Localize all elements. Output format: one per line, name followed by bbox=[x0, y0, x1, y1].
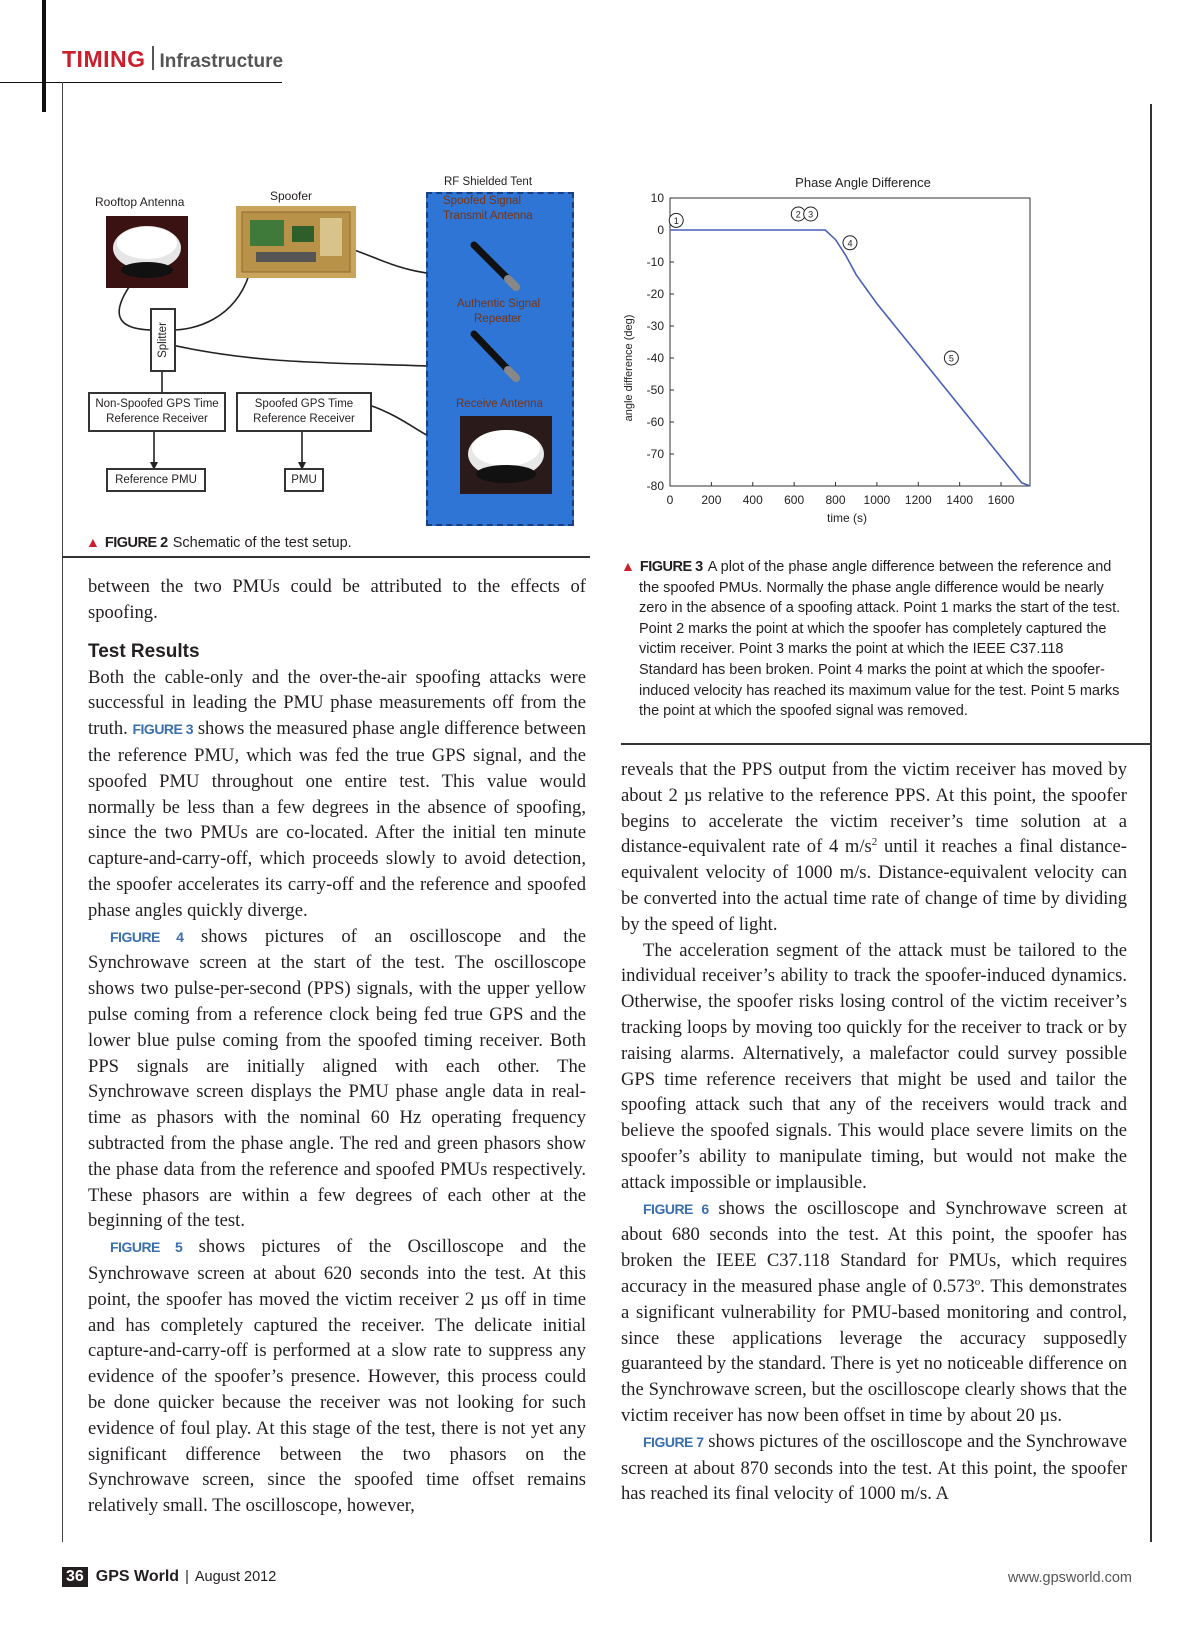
annotation-label: 4 bbox=[847, 238, 853, 249]
annotation-label: 2 bbox=[795, 209, 801, 220]
non-spoofed-receiver-label-1: Non-Spoofed GPS Time bbox=[95, 398, 219, 410]
rooftop-antenna-label: Rooftop Antenna bbox=[95, 195, 185, 209]
section-header bbox=[62, 46, 283, 73]
section-title: TIMING bbox=[62, 46, 146, 72]
paragraph bbox=[621, 1196, 1127, 1429]
receive-antenna-icon bbox=[460, 416, 552, 494]
y-tick-label: -60 bbox=[646, 415, 664, 429]
x-tick-label: 1600 bbox=[987, 493, 1015, 507]
paragraph-text: reveals that the PPS output from the victim receiver has moved by about 2 µs relative to the reference PPS. At this point, the spoofer begins to accelerate the victim receiver’s time solution at a distance-equivalent rate of 4 m/s bbox=[621, 759, 1127, 858]
figure-3-rule bbox=[621, 743, 1152, 745]
y-tick-label: 0 bbox=[657, 223, 664, 237]
x-tick-label: 1400 bbox=[946, 493, 974, 507]
paragraph: The acceleration segment of the attack must be tailored to the individual receiver’s ability to track the spoofer-induced dynamics. Otherwise, the spoofer risks losing control of the victim receiver’s tracking loops by moving too quickly for the receiver to track or by raising alarms. Alternatively, a malefactor could survey possible GPS time reference receivers that might be used and tailor the spoofing attack such that any of the receivers would track and believe the spoofed signals. This would place severe limits on the spoofer’s ability to manipulate timing, but would not make the attack impossible or implausible. bbox=[621, 939, 1127, 1193]
receive-antenna-label: Receive Antenna bbox=[456, 398, 543, 410]
reference-pmu-box bbox=[106, 468, 206, 492]
y-tick-label: -30 bbox=[646, 319, 664, 333]
figure-reference: FIGURE 4 bbox=[110, 928, 184, 945]
caption-triangle-icon: ▲ bbox=[86, 534, 100, 550]
reference-pmu-label: Reference PMU bbox=[115, 473, 197, 486]
figure-reference: FIGURE 6 bbox=[643, 1200, 709, 1217]
x-tick-label: 800 bbox=[825, 493, 846, 507]
page-number: 36 bbox=[62, 1567, 88, 1587]
spoofed-receiver-box bbox=[236, 392, 372, 432]
repeater-antenna-icon bbox=[464, 320, 524, 390]
x-tick-label: 1200 bbox=[904, 493, 932, 507]
right-column bbox=[621, 757, 1127, 1507]
paragraph-text: shows the measured phase angle difference between the reference PMU, which was fed the true GPS signal, and the spoofed PMU throughout one entire test. This value would normally be less than a few degrees in the absence of spoofing, since the two PMUs are co-located. After the initial ten minute capture-and-carry-off, which proceeds slowly to avoid detection, the spoofer accelerates its carry-off and the reference and spoofed phase angles quickly diverge. bbox=[88, 718, 586, 921]
non-spoofed-receiver-box bbox=[88, 392, 226, 432]
left-column bbox=[88, 574, 586, 1519]
figure-reference: FIGURE 3 bbox=[132, 721, 194, 738]
phase-angle-chart bbox=[618, 170, 1048, 535]
splitter-box bbox=[150, 308, 176, 372]
y-tick-label: 10 bbox=[650, 191, 664, 205]
x-tick-label: 200 bbox=[701, 493, 722, 507]
authentic-repeater-label-2: Repeater bbox=[474, 313, 522, 325]
figure-2-label: FIGURE 2 bbox=[104, 535, 168, 551]
spoofed-receiver-label-2: Reference Receiver bbox=[253, 413, 355, 425]
caption-triangle-icon: ▲ bbox=[621, 558, 635, 574]
figure-3-label: FIGURE 3 bbox=[639, 559, 703, 575]
header-bar bbox=[42, 0, 46, 112]
spoofed-tx-antenna-label-1: Spoofed Signal bbox=[443, 195, 522, 207]
spoofed-tx-antenna-label-2: Transmit Antenna bbox=[443, 210, 533, 222]
paragraph-text: shows pictures of an oscilloscope and the Synchrowave screen at the start of the test. The oscilloscope shows two pulse-per-second (PPS) signals, with the upper yellow pulse coming from a reference clock being fed true GPS and the lower blue pulse coming from the spoofed timing receiver. Both PPS signals are initially aligned with each other. The Synchrowave screen displays the PMU phase angle data in real-time as phasors with the nominal 60 Hz operating frequency subtracted from the phase angle. The red and green phasors show the phase data from the reference and spoofed PMUs respectively. These phasors are within a few degrees of each other at the beginning of the test. bbox=[88, 925, 586, 1232]
figure-3-caption bbox=[621, 556, 1121, 722]
right-rule bbox=[1150, 104, 1152, 1542]
paragraph: between the two PMUs could be attributed to the effects of spoofing. bbox=[88, 576, 586, 623]
splitter-label: Splitter bbox=[157, 322, 170, 358]
paragraph bbox=[88, 924, 586, 1235]
pmu-box bbox=[284, 468, 324, 492]
website-link[interactable]: www.gpsworld.com bbox=[1007, 1570, 1132, 1586]
y-tick-label: -20 bbox=[646, 287, 664, 301]
annotation-label: 5 bbox=[948, 353, 954, 364]
x-tick-label: 0 bbox=[666, 493, 674, 507]
header-rule bbox=[0, 82, 282, 83]
paragraph-text: Both the cable-only and the over-the-air spoofing attacks were successful in leading the PMU phase measurements off from the truth. bbox=[88, 666, 586, 740]
non-spoofed-receiver-label-2: Reference Receiver bbox=[106, 413, 208, 425]
figure-2-caption-text: Schematic of the test setup. bbox=[172, 535, 352, 551]
paragraph bbox=[621, 1429, 1127, 1507]
x-tick-label: 600 bbox=[784, 493, 805, 507]
left-rule bbox=[62, 82, 63, 1542]
page-footer bbox=[62, 1567, 1152, 1587]
paragraph-text: . This demonstrates a significant vulnerability for PMU-based monitoring and control, since these applications leverage the accuracy supposedly guaranteed by the standard. There is yet no noticeable difference on the Synchrowave screen, but the oscilloscope clearly shows that the victim receiver has now been offset in time by about 20 µs. bbox=[621, 1275, 1127, 1426]
paragraph bbox=[88, 1234, 586, 1519]
issue-date: August 2012 bbox=[194, 1569, 277, 1585]
spoofed-receiver-label-1: Spoofed GPS Time bbox=[254, 398, 354, 410]
rf-tent-label: RF Shielded Tent bbox=[444, 176, 533, 188]
y-tick-label: -40 bbox=[646, 351, 664, 365]
transmit-antenna-icon bbox=[464, 225, 524, 295]
superscript: o bbox=[974, 1275, 981, 1288]
y-tick-label: -50 bbox=[646, 383, 664, 397]
y-tick-label: -70 bbox=[646, 447, 664, 461]
figure-2-caption bbox=[86, 532, 586, 554]
figure-reference: FIGURE 5 bbox=[110, 1239, 183, 1256]
figure-2-schematic bbox=[84, 176, 594, 525]
x-tick-label: 400 bbox=[742, 493, 763, 507]
figure-reference: FIGURE 7 bbox=[643, 1433, 704, 1450]
y-tick-label: -10 bbox=[646, 255, 664, 269]
section-subtitle: Infrastructure bbox=[159, 51, 284, 72]
section-heading: Test Results bbox=[88, 640, 200, 662]
footer-separator: | bbox=[185, 1569, 189, 1585]
figure-2-rule bbox=[62, 556, 590, 558]
annotation-label: 3 bbox=[808, 209, 814, 220]
authentic-repeater-label-1: Authentic Signal bbox=[457, 298, 541, 310]
chart-x-label: time (s) bbox=[827, 511, 867, 525]
header-separator bbox=[152, 46, 154, 70]
rooftop-antenna-icon bbox=[106, 216, 188, 288]
paragraph bbox=[88, 665, 586, 924]
spoofer-label: Spoofer bbox=[270, 189, 313, 203]
figure-3-caption-text: A plot of the phase angle difference between the reference and the spoofed PMUs. Normally the phase angle difference would be nearly zero in the absence of a spoofing attack. Point 1 marks the start of the test. Point 2 marks the point at which the spoofer has completely captured the victim receiver. Point 3 marks the point at which the IEEE C37.118 Standard has been broken. Point 4 marks the point at which the spoofer-induced velocity has reached its maximum value for the test. Point 5 marks the point at which the spoofed signal was removed. bbox=[639, 559, 1121, 720]
annotation-label: 1 bbox=[673, 215, 679, 226]
x-tick-label: 1000 bbox=[863, 493, 891, 507]
pmu-label: PMU bbox=[291, 473, 317, 486]
y-tick-label: -80 bbox=[646, 479, 664, 493]
paragraph-text: shows the oscilloscope and Synchrowave screen at about 680 seconds into the test. At this point, the spoofer has broken the IEEE C37.118 Standard for PMUs, which requires accuracy in the measured phase angle of 0.573 bbox=[621, 1197, 1127, 1297]
publication-name: GPS World bbox=[95, 1568, 180, 1585]
paragraph-text: until it reaches a final distance-equivalent velocity of 1000 m/s. Distance-equivalent velocity can be converted into the actual time rate of change of time by dividing by the speed of light. bbox=[621, 836, 1127, 935]
paragraph-text: shows pictures of the Oscilloscope and the Synchrowave screen at about 620 seconds into the test. At this point, the spoofer has moved the victim receiver 2 µs off in time and has completely captured the receiver. The delicate initial capture-and-carry-off is performed at a slow rate to suppress any evidence of the spoofer’s presence. However, this process could be done quicker because the receiver was not looking for such evidence of foul play. At this stage of the test, there is not yet any significant difference between the two phasors on the Synchrowave screen, since the spoofed time offset remains relatively small. The oscilloscope, however, bbox=[88, 1236, 586, 1517]
figure-3-chart bbox=[618, 170, 1048, 535]
paragraph-text: shows pictures of the oscilloscope and the Synchrowave screen at about 870 seconds into the test. At this point, the spoofer has reached its final velocity of 1000 m/s. A bbox=[621, 1430, 1128, 1505]
paragraph bbox=[621, 757, 1127, 938]
chart-y-label: angle difference (deg) bbox=[623, 314, 635, 422]
superscript: 2 bbox=[871, 836, 878, 849]
spoofer-icon bbox=[236, 206, 356, 278]
chart-title: Phase Angle Difference bbox=[795, 175, 931, 190]
